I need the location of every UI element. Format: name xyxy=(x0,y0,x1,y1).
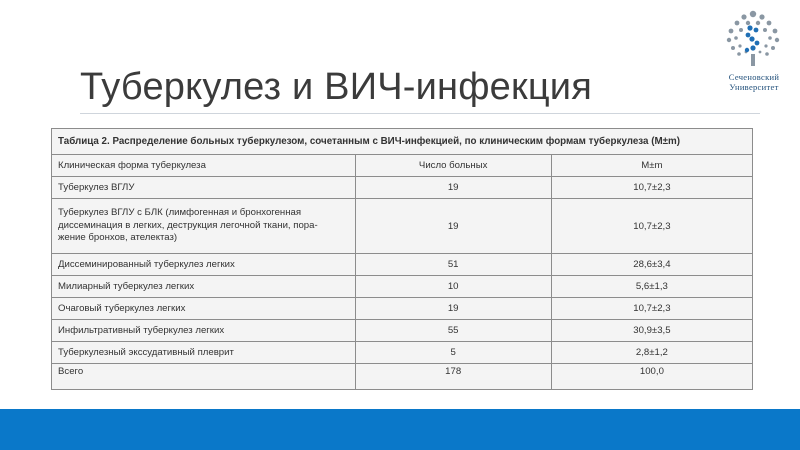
table-header-row xyxy=(52,155,753,177)
logo-line-1: Сеченовский xyxy=(728,72,780,82)
header-clinical-form: Клиническая форма туберкулеза xyxy=(52,155,356,177)
row-mean: 10,7±2,3 xyxy=(551,298,752,320)
header-mean-error: M±m xyxy=(551,155,752,177)
row-count: 19 xyxy=(355,199,551,254)
row-form-line: жение бронхов, ателектаз) xyxy=(58,232,178,244)
row-form: Туберкулезный экссудативный плеврит xyxy=(52,342,356,364)
tuberculosis-table-container xyxy=(51,128,753,390)
table-row xyxy=(52,342,753,364)
sechenov-tree-logo-icon xyxy=(721,8,785,70)
row-form: Диссеминированный туберкулез легких xyxy=(52,254,356,276)
slide-title: Туберкулез и ВИЧ-инфекция xyxy=(80,66,593,108)
table-row xyxy=(52,320,753,342)
row-count: 51 xyxy=(355,254,551,276)
row-form-line: диссеминация в легких, деструкция легочной ткани, пора- xyxy=(58,219,318,231)
title-divider xyxy=(80,113,760,114)
row-mean: 2,8±1,2 xyxy=(551,342,752,364)
footer-accent-bar xyxy=(0,409,800,450)
row-mean: 100,0 xyxy=(551,364,752,390)
row-mean: 10,7±2,3 xyxy=(551,199,752,254)
logo-wordmark xyxy=(714,72,794,92)
logo-line-2: Университет xyxy=(729,82,779,92)
row-count: 178 xyxy=(355,364,551,390)
row-count: 19 xyxy=(355,177,551,199)
row-count: 5 xyxy=(355,342,551,364)
row-mean: 5,6±1,3 xyxy=(551,276,752,298)
row-count: 19 xyxy=(355,298,551,320)
row-form xyxy=(52,199,356,254)
row-count: 55 xyxy=(355,320,551,342)
row-form: Инфильтративный туберкулез легких xyxy=(52,320,356,342)
table-row xyxy=(52,298,753,320)
row-mean: 28,6±3,4 xyxy=(551,254,752,276)
table-row xyxy=(52,254,753,276)
table-row xyxy=(52,199,753,254)
header-patient-count: Число больных xyxy=(355,155,551,177)
row-mean: 30,9±3,5 xyxy=(551,320,752,342)
row-form: Всего xyxy=(52,364,356,390)
university-logo xyxy=(714,8,794,100)
row-form: Очаговый туберкулез легких xyxy=(52,298,356,320)
row-mean: 10,7±2,3 xyxy=(551,177,752,199)
tuberculosis-hiv-table xyxy=(51,128,753,390)
table-row xyxy=(52,177,753,199)
table-row-total xyxy=(52,364,753,390)
row-form: Туберкулез ВГЛУ xyxy=(52,177,356,199)
table-row xyxy=(52,276,753,298)
row-form: Милиарный туберкулез легких xyxy=(52,276,356,298)
row-form-line: Туберкулез ВГЛУ с БЛК (лимфогенная и бронхогенная xyxy=(58,207,302,219)
row-count: 10 xyxy=(355,276,551,298)
table-caption: Таблица 2. Распределение больных туберкулезом, сочетанным с ВИЧ-инфекцией, по клиническим формам туберкулеза (M±m) xyxy=(52,129,753,155)
